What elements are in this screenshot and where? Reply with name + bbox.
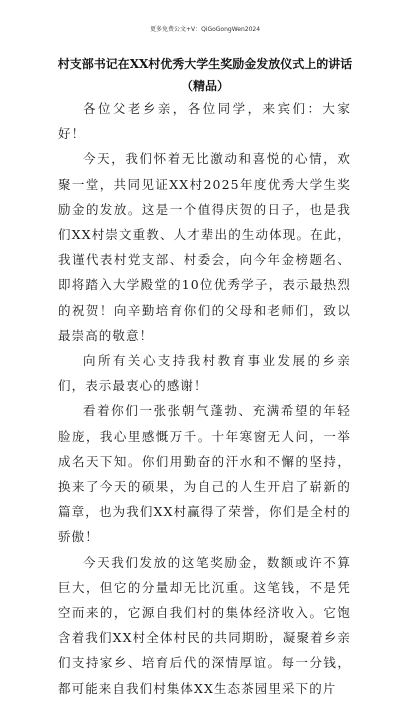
- paragraph: 向所有关心支持我村教育事业发展的乡亲们，表示最衷心的感谢！: [58, 353, 351, 394]
- document-body: [58, 96, 351, 701]
- paragraph: 今天，我们怀着无比激动和喜悦的心情，欢聚一堂，共同见证XX村2025年度优秀大学生奖励金的发放。这是一个值得庆贺的日子，也是我们XX村崇文重教、人才辈出的生动体现。在此，我谨代表村党支部、村委会，向今年金榜题名、即将踏入大学殿堂的10位优秀学子，表示最热烈的祝贺！向辛勤培育你们的父母和老师们，致以最崇高的敬意！: [58, 151, 351, 343]
- document-title: 村支部书记在XX村优秀大学生奖励金发放仪式上的讲话: [57, 57, 353, 71]
- paragraph: 看着你们一张张朝气蓬勃、充满希望的年轻脸庞，我心里感慨万千。十年寒窗无人问，一举成名天下知。你们用勤奋的汗水和不懈的坚持，换来了今天的硕果，为自己的人生开启了崭新的篇章，也为我们XX村赢得了荣誉，你们是全村的骄傲！: [58, 403, 351, 545]
- paragraph: 各位父老乡亲，各位同学，来宾们：大家好！: [58, 101, 351, 142]
- paragraph: 今天我们发放的这笔奖励金，数额或许不算巨大，但它的分量却无比沉重。这笔钱，不是凭空而来的，它源自我们村的集体经济收入。它饱含着我们XX村全体村民的共同期盼，凝聚着乡亲们支持家乡、培育后代的深情厚谊。每一分钱，都可能来自我们村集体XX生态茶园里采下的片: [58, 554, 351, 696]
- header-note: 更多免费公文+V：QiGoGongWen2024: [149, 26, 261, 33]
- document-subtitle: （精品）: [180, 79, 229, 93]
